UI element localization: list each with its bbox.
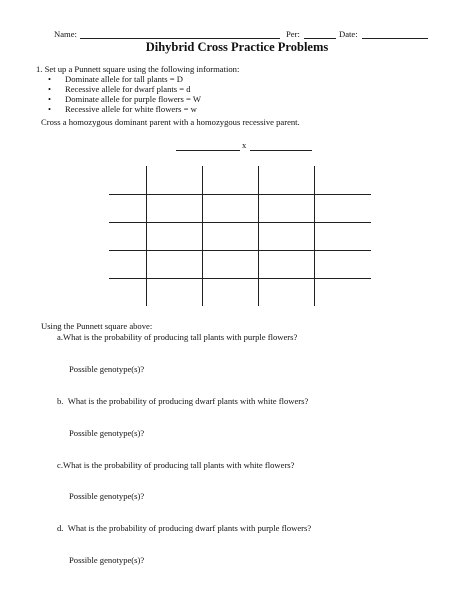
genotype-prompt-b: Possible genotype(s)? xyxy=(69,428,145,438)
grid-row-line xyxy=(109,250,371,251)
grid-col-line xyxy=(314,166,315,306)
cross-instruction: Cross a homozygous dominant parent with a homozygous recessive parent. xyxy=(41,117,300,127)
per-label: Per: xyxy=(286,29,300,39)
question-c: c.What is the probability of producing tall plants with white flowers? xyxy=(57,460,295,470)
allele-list xyxy=(48,74,201,114)
date-blank[interactable] xyxy=(362,38,428,39)
allele-item: • Dominate allele for purple flowers = W xyxy=(48,94,201,104)
page-title: Dihybrid Cross Practice Problems xyxy=(145,40,329,54)
grid-row-line xyxy=(109,278,371,279)
punnett-square[interactable] xyxy=(109,166,371,306)
questions-intro: Using the Punnett square above: xyxy=(41,321,153,331)
per-blank[interactable] xyxy=(304,38,336,39)
grid-row-line xyxy=(109,194,371,195)
grid-col-line xyxy=(202,166,203,306)
allele-item: • Recessive allele for white flowers = w xyxy=(48,104,201,114)
name-blank[interactable] xyxy=(80,38,280,39)
question-1-prompt: 1. Set up a Punnett square using the following information: xyxy=(36,64,240,74)
parent-1-blank[interactable] xyxy=(176,150,240,151)
grid-row-line xyxy=(109,222,371,223)
genotype-prompt-c: Possible genotype(s)? xyxy=(69,491,145,501)
allele-item: • Dominate allele for tall plants = D xyxy=(48,74,201,84)
question-b: b. What is the probability of producing dwarf plants with white flowers? xyxy=(57,396,309,406)
cross-symbol: x xyxy=(242,140,247,150)
name-label: Name: xyxy=(54,29,77,39)
grid-col-line xyxy=(146,166,147,306)
allele-item: • Recessive allele for dwarf plants = d xyxy=(48,84,201,94)
question-d: d. What is the probability of producing dwarf plants with purple flowers? xyxy=(57,523,312,533)
genotype-prompt-a: Possible genotype(s)? xyxy=(69,364,145,374)
date-label: Date: xyxy=(339,29,358,39)
question-a: a.What is the probability of producing tall plants with purple flowers? xyxy=(57,332,298,342)
parent-2-blank[interactable] xyxy=(250,150,312,151)
grid-col-line xyxy=(258,166,259,306)
genotype-prompt-d: Possible genotype(s)? xyxy=(69,555,145,565)
